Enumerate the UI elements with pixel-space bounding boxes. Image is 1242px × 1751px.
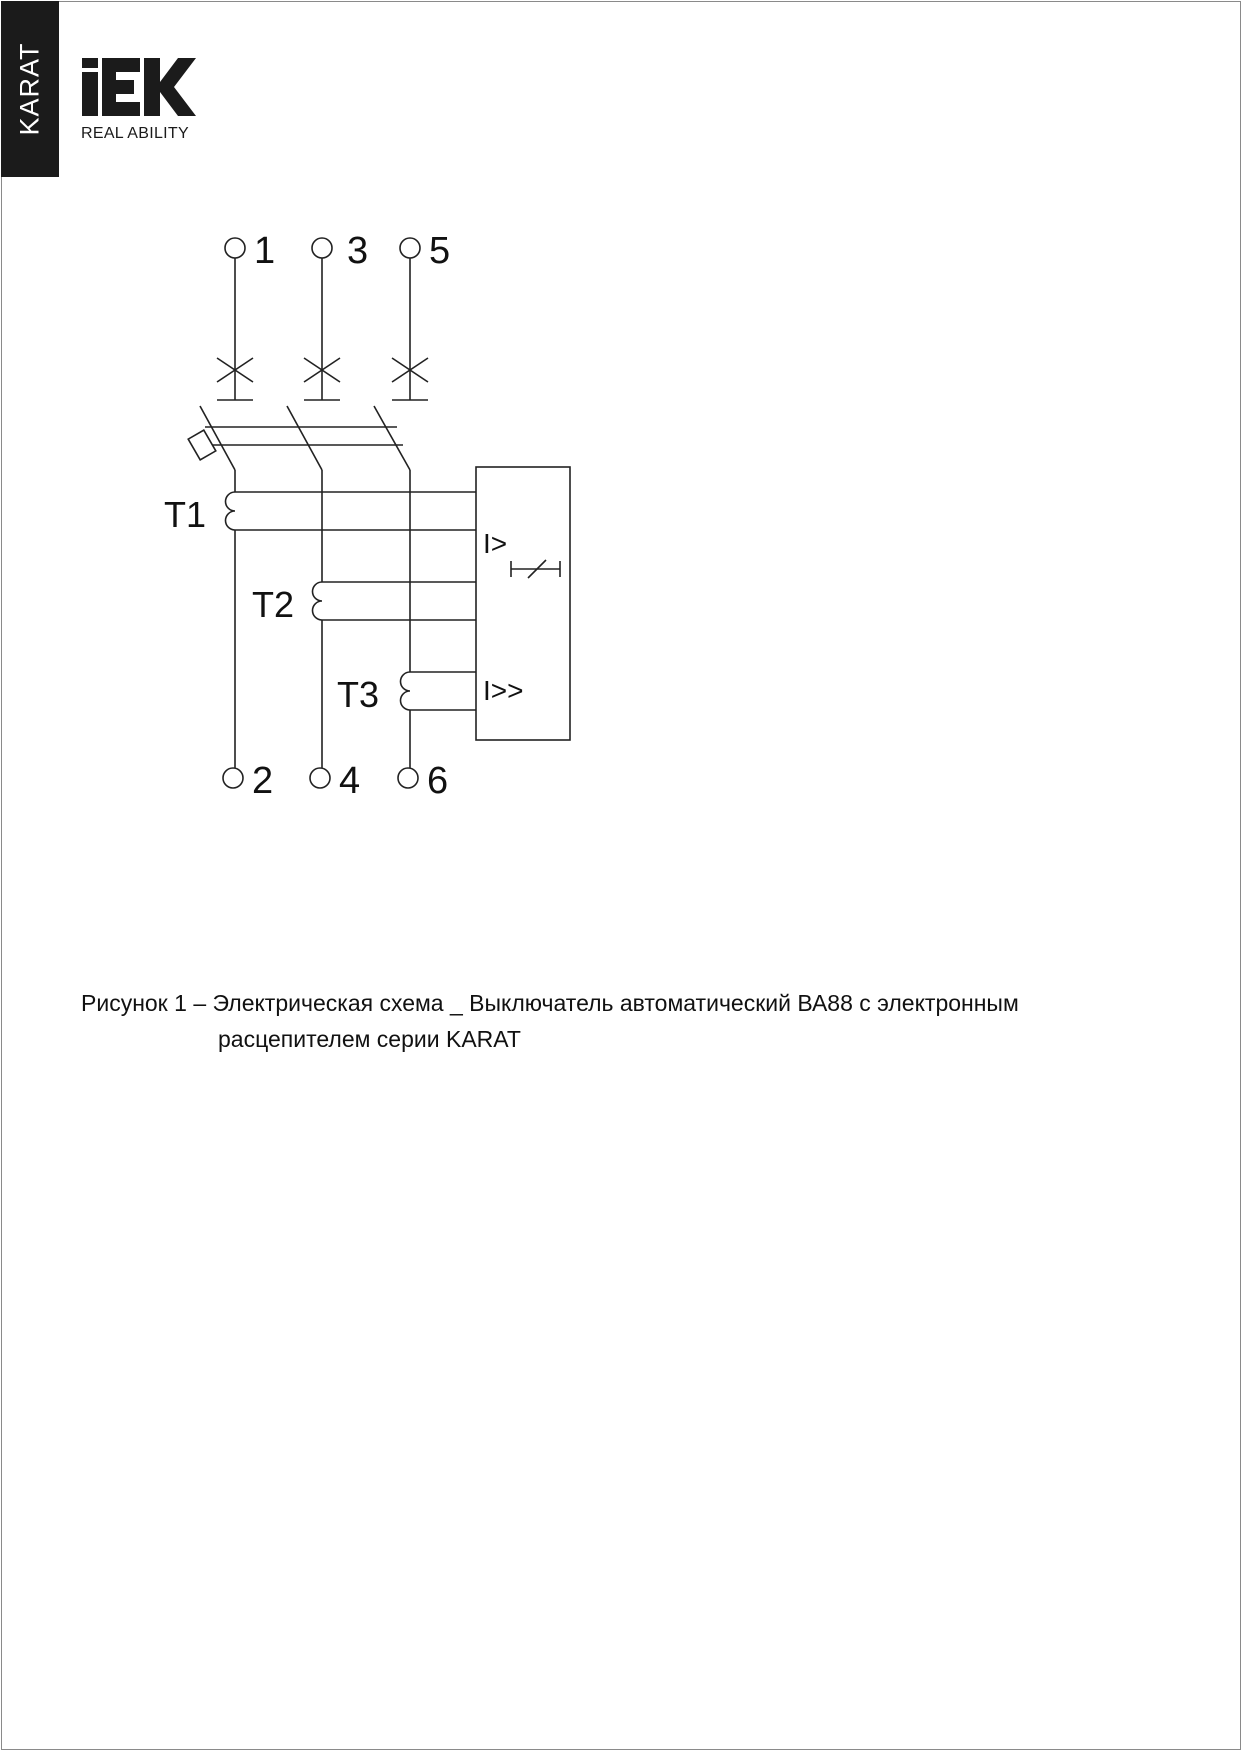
coil-t3 xyxy=(401,672,411,710)
caption-line1: Электрическая схема _ Выключатель автоматический ВА88 с электронным xyxy=(212,990,1019,1016)
caption-line2: расцепителем серии KARAT xyxy=(218,1026,521,1052)
transformer-label-t2: T2 xyxy=(252,584,295,625)
terminal-top-3 xyxy=(312,238,332,258)
caption-label: Рисунок 1 – xyxy=(81,990,213,1016)
release-short-circuit: I>> xyxy=(483,675,524,706)
brand-tagline: REAL ABILITY xyxy=(81,125,189,142)
release-overcurrent: I> xyxy=(483,528,508,559)
terminal-label-4: 4 xyxy=(339,760,361,802)
terminal-label-6: 6 xyxy=(427,760,449,802)
figure-caption xyxy=(81,985,1181,1057)
terminal-top-5 xyxy=(400,238,420,258)
transformer-label-t3: T3 xyxy=(337,674,380,715)
terminal-top-1 xyxy=(225,238,245,258)
terminal-bottom-2 xyxy=(223,768,243,788)
coil-t2 xyxy=(313,582,323,620)
transformer-label-t1: T1 xyxy=(164,494,207,535)
side-tab-label: KARAT xyxy=(14,42,45,136)
terminal-label-1: 1 xyxy=(254,230,276,272)
terminal-bottom-4 xyxy=(310,768,330,788)
terminal-label-2: 2 xyxy=(252,760,274,802)
terminal-label-5: 5 xyxy=(429,230,451,272)
terminal-bottom-6 xyxy=(398,768,418,788)
terminal-label-3: 3 xyxy=(347,230,369,272)
coil-t1 xyxy=(226,492,235,530)
